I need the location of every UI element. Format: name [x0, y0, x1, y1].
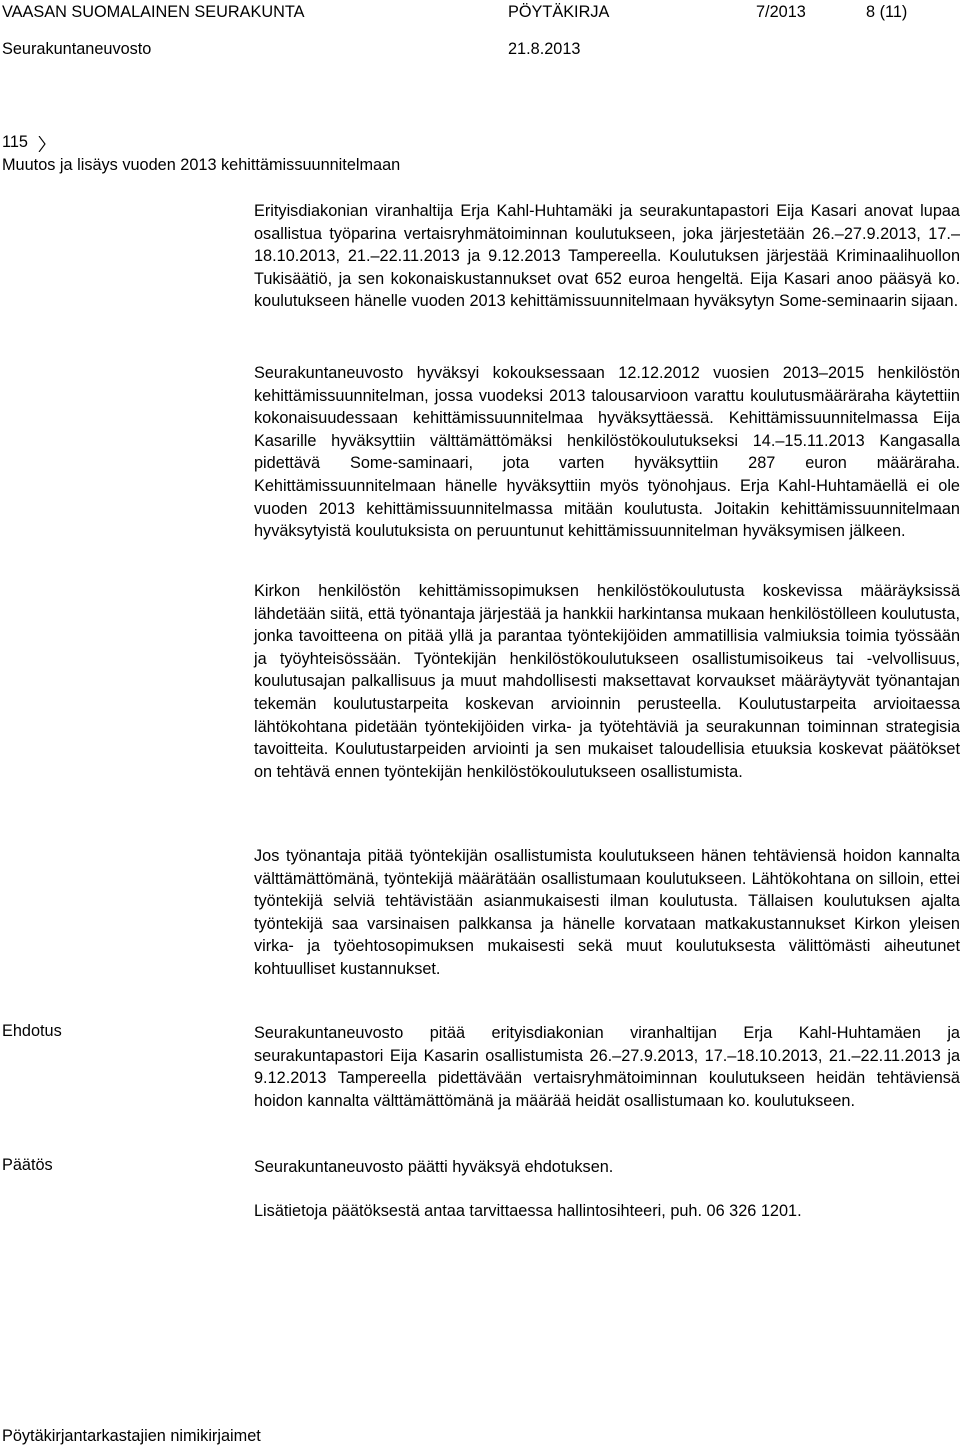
section-number: 115 — [2, 133, 28, 151]
paragraph-agreement — [254, 580, 960, 783]
paragraph-text: Kirkon henkilöstön kehittämissopimuksen henkilöstökoulutusta koskevissa määräyksissä lähdetään siitä, että työnantaja järjestää ja hankkii harkintansa mukaan henkilöstölleen koulutusta, jonka tavoitteena on pitää yllä ja parantaa työntekijöiden ammatillisia valmiuksia toimia työssään ja työyhteisössään. Työntekijän henkilöstökoulutukseen osallistumisoikeus tai -velvollisuus, koulutusajan palkallisuus ja muut mahdollisesti maksettavat korvaukset määräytyvät työnantajan tekemän koulutustarpeita koskevan arvioinnin perusteella. Koulutustarpeita arvioitaessa lähtökohtana pidetään työntekijöiden virka- ja työtehtäviä ja seurakunnan toiminnan strategisia tavoitteita. Koulutustarpeiden arviointi ja sen mukaiset taloudellisia etuuksia koskevat päätökset on tehtävä ennen työntekijän henkilöstökoulutukseen osallistumista. — [254, 582, 960, 781]
paragraph-background — [254, 362, 960, 543]
proposal-block — [254, 1022, 960, 1112]
organization-name: VAASAN SUOMALAINEN SEURAKUNTA — [2, 3, 305, 21]
proposal-label: Ehdotus — [2, 1022, 62, 1040]
paragraph-text: Seurakuntaneuvosto hyväksyi kokouksessaan 12.12.2012 vuosien 2013–2015 henkilöstön kehittämissuunnitelman, jossa vuodeksi 2013 talousarvioon varattu koulutusmääräraha käytettiin kokonaisuudessaan kehittämissuunnitelmaa hyväksyttäessä. Kehittämissuunnitelmassa Eija Kasarille hyväksyttiin välttämättömäksi henkilöstökoulutukseksi 14.–15.11.2013 Kangasalla pidettävä Some-saminaari, jota varten hyväksyttiin 287 euron määräraha. Kehittämissuunnitelmaan hänelle hyväksyttiin myös työnohjaus. Erja Kahl-Huhtamäellä ei ole vuoden 2013 kehittämissuunnitelmassa mitään koulutusta. Joitakin kehittämissuunnitelmaan hyväksytyistä koulutuksista on peruuntunut kehittämissuunnitelman hyväksymisen jälkeen. — [254, 364, 960, 541]
decision-block — [254, 1156, 960, 1179]
section-marker-icon — [38, 136, 46, 152]
paragraph-mandatory-training — [254, 845, 960, 981]
page-number: 8 (11) — [866, 3, 908, 21]
paragraph-application — [254, 200, 960, 313]
paragraph-text: Erityisdiakonian viranhaltija Erja Kahl-Huhtamäki ja seurakuntapastori Eija Kasari anovat lupaa osallistua työparina vertaisryhmätoiminnan koulutukseen, joka järjestetään 26.–27.9.2013, 17.–18.10.2013, 21.–22.11.2013 ja 9.12.2013 Tampereella. Koulutuksen järjestää Kriminaalihuollon Tukisäätiö, ja sen kokonaiskustannukset ovat 652 euroa hengeltä. Eija Kasari anoo pääsyä ko. koulutukseen hänelle vuoden 2013 kehittämissuunnitelmaan hyväksytyn Some-seminaarin sijaan. — [254, 202, 960, 311]
more-info-block — [254, 1200, 960, 1223]
meeting-body: Seurakuntaneuvosto — [2, 40, 152, 58]
more-info-text: Lisätietoja päätöksestä antaa tarvittaessa hallintosihteeri, puh. 06 326 1201. — [254, 1202, 802, 1220]
section-title: Muutos ja lisäys vuoden 2013 kehittämissuunnitelmaan — [2, 156, 401, 174]
proposal-text: Seurakuntaneuvosto pitää erityisdiakonian viranhaltijan Erja Kahl-Huhtamäen ja seurakuntapastori Eija Kasarin osallistumista 26.–27.9.2013, 17.–18.10.2013, 21.–22.11.2013 ja 9.12.2013 Tampereella pidettävään vertaisryhmätoiminnan koulutukseen heidän tehtäviensä hoidon kannalta välttämättömänä ja määrää heidät osallistumaan ko. koulutukseen. — [254, 1024, 960, 1110]
decision-text: Seurakuntaneuvosto päätti hyväksyä ehdotuksen. — [254, 1158, 614, 1176]
paragraph-text: Jos työnantaja pitää työntekijän osallistumista koulutukseen hänen tehtäviensä hoidon kannalta välttämättömänä, työntekijä määrätään osallistumaan koulutukseen. Lähtökohtana on silloin, ettei työntekijä selviä tehtävistään asianmukaisesti ilman koulutusta. Tällaisen koulutuksen ajalta työntekijä saa varsinaisen palkkansa ja hänelle korvataan matkakustannukset Kirkon yleisen virka- ja työehtosopimuksen mukaisesti sekä muut koulutuksesta välittömästi aiheutunet kohtuulliset kustannukset. — [254, 847, 960, 978]
decision-label: Päätös — [2, 1156, 53, 1174]
footer-initials: Pöytäkirjantarkastajien nimikirjaimet — [2, 1427, 261, 1445]
document-type: PÖYTÄKIRJA — [508, 3, 610, 21]
document-number: 7/2013 — [756, 3, 806, 21]
meeting-date: 21.8.2013 — [508, 40, 581, 58]
